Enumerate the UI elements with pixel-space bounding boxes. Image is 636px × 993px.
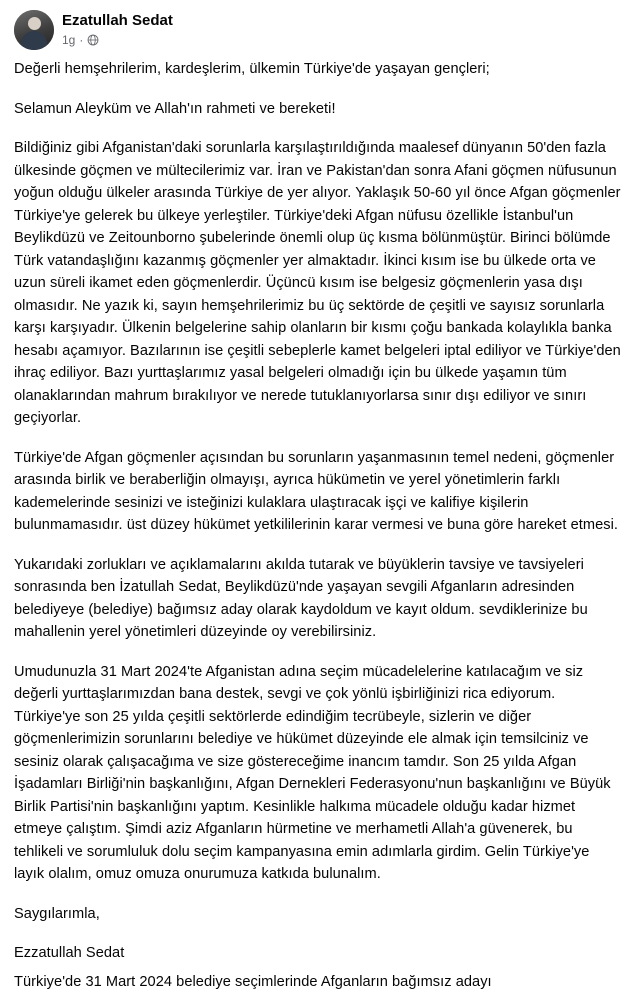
post-signoff: Saygılarımla, (14, 903, 622, 926)
post-body (14, 56, 622, 993)
post-header (14, 8, 622, 56)
post-paragraph: Bildiğiniz gibi Afganistan'daki sorunlarla karşılaştırıldığında maalesef dünyanın 50'den fazla ülkesinde göçmen ve mültecilerimiz var. İran ve Pakistan'dan sonra Afani göçmen nüfusunun yoğun olduğu ülkeler arasında Türkiye de yer alıyor. Yaklaşık 50-60 yıl önce Afgan göçmenler Türkiye'ye gelerek bu ülkeye yerleştiler. Türkiye'deki Afgan nüfusu özellikle İstanbul'un Beylikdüzü ve Zeitounborno şubelerinde önemli olup üç kısma bölünmüştür. Birinci bölümde Türk vatandaşlığını kazanmış göçmenler yer almaktadır. İkinci kısım ise bu ülkede orta ve uzun süreli ikamet eden göçmenlerdir. Üçüncü kısım ise belgesiz göçmenlerin yasa dışı olmasıdır. Ne yazık ki, sayın hemşehrilerimiz bu üç sektörde de çeşitli ve sayısız sorunlarla karşı karşıyadır. Ülkenin belgelerine sahip olanların bir kısmı çoğu bankada kolaylıkla banka hesabı açamıyor. Bazılarının ise çeşitli sebeplerle kamet belgeleri iptal ediliyor ve Türkiye'den ihraç ediliyor. Bazı yurttaşlarımız yasal belgeleri olmadığı için bu ülkede yaşamın tüm olanaklarından mahrum bırakılıyor ve nerede tutuklanıyorlarsa sınır dışı ediliyor ve sınırı geçiyorlar. (14, 137, 622, 430)
post-signature-name: Ezzatullah Sedat (14, 942, 622, 965)
post-paragraph: Türkiye'de Afgan göçmenler açısından bu sorunların yaşanmasının temel nedeni, göçmenler arasında birlik ve beraberliğin olmayışı, ayrıca hükümetin ve yerel yönetimlerin farklı kademelerinde sesinizi ve isteğinizi kulaklara ulaştıracak işçi ve kalifiye kişilerin bulunmamasıdır. üst düzey hükümet yetkililerinin karar vermesi ve buna göre hareket etmesi. (14, 447, 622, 537)
post-author-name[interactable]: Ezatullah Sedat (62, 11, 173, 30)
post-paragraph: Yukarıdaki zorlukları ve açıklamalarını akılda tutarak ve büyüklerin tavsiye ve tavsiyeleri sonrasında ben İzatullah Sedat, Beylikdüzü'nde yaşayan sevgili Afganların adresinden belediyeye (belediye) bağımsız aday olarak kaydoldum ve kayıt oldum. sevdiklerinize bu mahallenin yerel yönetimleri düzeyinde oy verebilirsiniz. (14, 554, 622, 644)
post-meta (62, 32, 173, 48)
avatar-body (21, 31, 47, 50)
post-signature-title: Türkiye'de 31 Mart 2024 belediye seçimlerinde Afganların bağımsız adayı (14, 971, 622, 993)
meta-separator: · (79, 32, 83, 48)
globe-icon (87, 34, 99, 46)
post-paragraph: Selamun Aleyküm ve Allah'ın rahmeti ve bereketi! (14, 98, 622, 121)
post-paragraph: Umudunuzla 31 Mart 2024'te Afganistan adına seçim mücadelelerine katılacağım ve siz değerli yurttaşlarımızdan bana destek, sevgi ve çok yönlü işbirliğinizi rica ediyorum. Türkiye'ye son 25 yılda çeşitli sektörlerde edindiğim tecrübeyle, sizlerin ve diğer göçmenlerimizin sorunlarını belediye ve hükümet düzeyinde ele almak için temsilciniz ve sesiniz olarak çalışacağıma ve size göstereceğime inancım tamdır. Son 25 yılda Afgan İşadamları Birliği'nin başkanlığını, Afgan Dernekleri Federasyonu'nun başkanlığını ve Büyük Birlik Partisi'nin başkanlığını yaptım. Kesinlikle halkıma mücadele olduğu kadar hizmet etmeye çalıştım. Şimdi aziz Afganların hürmetine ve merhametli Allah'a güvenerek, bu tehlikeli ve sorumluluk dolu seçim kampanyasına emin adımlarla girdim. Gelin Türkiye'ye layık olalım, omuz omuza onurumuza katkıda bulunalım. (14, 661, 622, 886)
post-paragraph: Değerli hemşehrilerim, kardeşlerim, ülkemin Türkiye'de yaşayan gençleri; (14, 58, 622, 81)
avatar[interactable] (14, 10, 54, 50)
post-header-text (62, 10, 173, 48)
post-timestamp[interactable]: 1g (62, 32, 75, 48)
avatar-head (28, 17, 41, 30)
